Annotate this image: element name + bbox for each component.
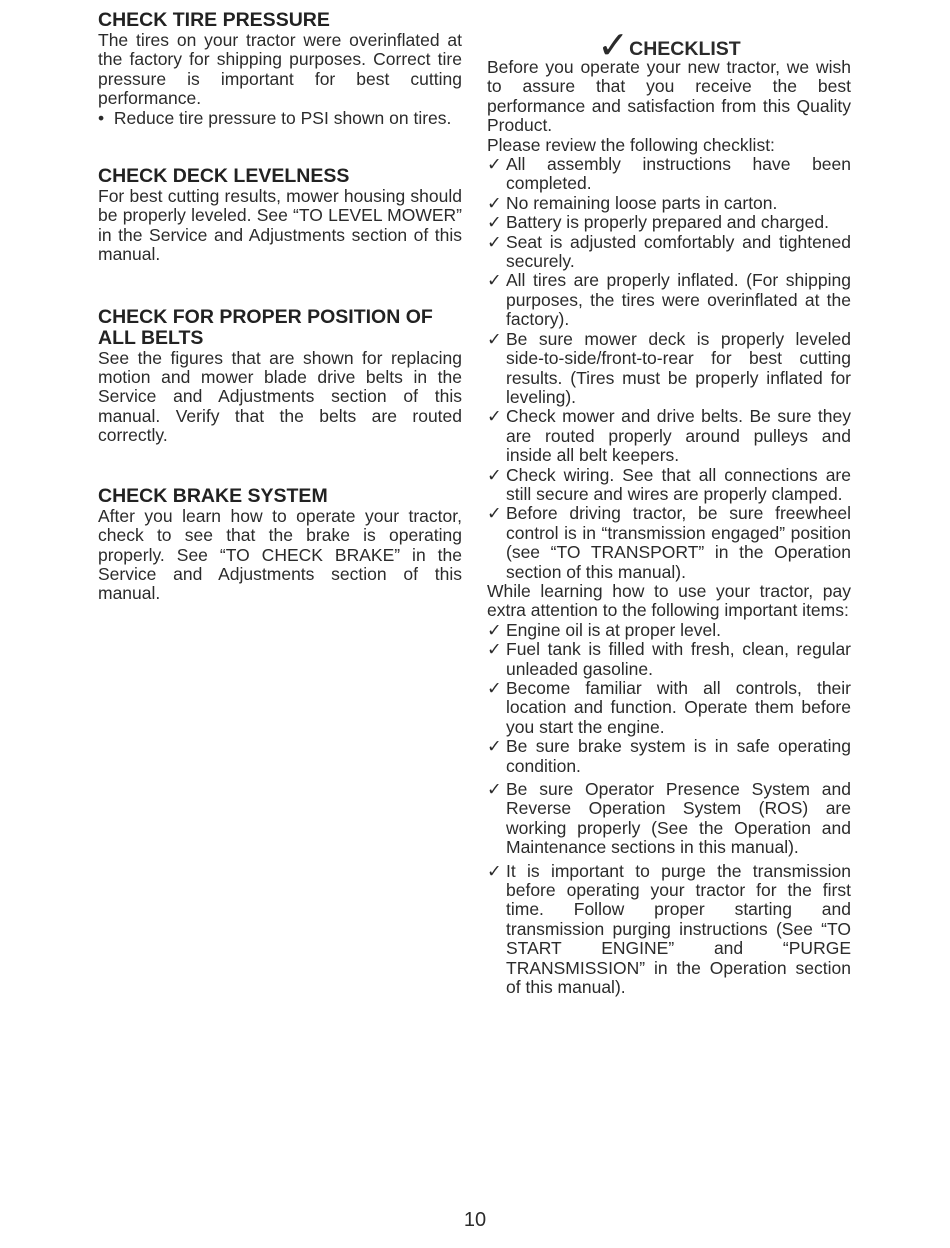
checklist-item — [487, 330, 851, 408]
checklist-item — [487, 640, 851, 679]
page-number: 10 — [463, 1209, 487, 1231]
checklist-review: Please review the following checklist: — [487, 134, 775, 155]
checklist-item — [487, 155, 851, 194]
checklist-item — [487, 194, 851, 213]
checklist-item — [487, 213, 851, 232]
checkmark-icon: ✓ — [597, 25, 630, 67]
checkmark-icon: ✓ — [487, 231, 502, 252]
checkmark-icon: ✓ — [487, 192, 502, 213]
checklist-item-text: All tires are properly inflated. (For shipping purposes, the tires were overinflated at the factory). — [506, 270, 851, 330]
checklist-item — [487, 233, 851, 272]
checkmark-icon: ✓ — [487, 860, 502, 881]
checklist-item — [487, 862, 851, 998]
checkmark-icon: ✓ — [487, 464, 502, 485]
checklist-item-text: All assembly instructions have been completed. — [506, 154, 851, 194]
checkmark-icon: ✓ — [487, 503, 502, 524]
checklist-item — [487, 679, 851, 737]
checklist-item — [487, 504, 851, 582]
checklist-title: CHECKLIST — [629, 38, 741, 60]
checklist-intro: Before you operate your new tractor, we wish to assure that you receive the best performance and satisfaction from this Quality Product. — [487, 57, 851, 136]
checklist-item-text: Be sure brake system is in safe operating condition. — [506, 736, 851, 776]
checklist-items-2 — [487, 621, 851, 998]
bullet-mark: • — [98, 107, 105, 128]
checkmark-icon: ✓ — [487, 678, 502, 698]
checklist-item-text: Be sure Operator Presence System and Reverse Operation System (ROS) are working properly (See the Operation and Maintenance sections in this manual). — [506, 779, 851, 858]
checklist-item-text: It is important to purge the transmission before operating your tractor for the first time. Follow proper starting and transmission purging instructions (See “TO START ENGINE” and “PURGE TRANSMISSION” in the Operation section of this manual). — [506, 860, 851, 998]
section-brake-system — [98, 486, 462, 604]
checklist-items — [487, 155, 851, 582]
checkmark-icon: ✓ — [487, 212, 502, 233]
checklist-item-text: No remaining loose parts in carton. — [506, 192, 778, 213]
section-heading: CHECK BRAKE SYSTEM — [98, 484, 328, 507]
section-tire-pressure — [98, 10, 462, 128]
checklist-item — [487, 466, 851, 505]
checklist-item — [487, 780, 851, 858]
checklist-item-text: Be sure mower deck is properly leveled side-to-side/front-to-rear for best cutting results. (Tires must be properly inflated for leveling). — [506, 328, 851, 407]
checklist-item-text: Engine oil is at proper level. — [506, 619, 721, 640]
checkmark-icon: ✓ — [487, 779, 502, 800]
checklist-item-text: Check mower and drive belts. Be sure they are routed properly around pulleys and inside all belt keepers. — [506, 406, 851, 466]
bullet-text: Reduce tire pressure to PSI shown on tires. — [113, 107, 452, 128]
checklist-item-text: Fuel tank is filled with fresh, clean, regular unleaded gasoline. — [506, 639, 851, 679]
section-heading: CHECK FOR PROPER POSITION OF ALL BELTS — [98, 305, 433, 349]
checklist-item-text: Battery is properly prepared and charged. — [506, 212, 829, 233]
checklist-item — [487, 407, 851, 465]
section-body: After you learn how to operate your tractor, check to see that the brake is operating properly. See “TO CHECK BRAKE” in the Service and Adjustments section of this manual. — [98, 505, 462, 604]
while-learning-text: While learning how to use your tractor, pay extra attention to the following important items: — [487, 580, 851, 621]
section-body: See the figures that are shown for replacing motion and mower blade drive belts in the Service and Adjustments section of this manual. Verify that the belts are routed correctly. — [98, 347, 462, 446]
checklist-item — [487, 737, 851, 776]
checkmark-icon: ✓ — [487, 736, 502, 757]
section-heading: CHECK TIRE PRESSURE — [98, 9, 330, 31]
checkmark-icon: ✓ — [487, 406, 502, 427]
checkmark-icon: ✓ — [487, 154, 502, 175]
section-body: For best cutting results, mower housing should be properly leveled. See “TO LEVEL MOWER” in the Service and Adjustments section of this manual. — [98, 186, 462, 265]
checklist-item — [487, 271, 851, 329]
checklist-item-text: Seat is adjusted comfortably and tightened securely. — [506, 231, 851, 272]
checklist-header — [487, 25, 851, 67]
left-column — [98, 10, 462, 642]
checklist-item-text: Check wiring. See that all connections are still secure and wires are properly clamped. — [506, 464, 851, 504]
checklist-item-text: Become familiar with all controls, their location and function. Operate them before you start the engine. — [506, 678, 851, 737]
checklist-item-text: Before driving tractor, be sure freewheel control is in “transmission engaged” position (see “TO TRANSPORT” in the Operation section of this manual). — [506, 503, 851, 582]
section-body: The tires on your tractor were overinflated at the factory for shipping purposes. Correct tire pressure is important for best cutting performance. — [98, 30, 462, 109]
checkmark-icon: ✓ — [487, 328, 502, 349]
checkmark-icon: ✓ — [487, 270, 502, 291]
section-heading: CHECK DECK LEVELNESS — [98, 165, 350, 188]
checkmark-icon: ✓ — [487, 639, 502, 660]
bullet-item — [98, 109, 462, 128]
checkmark-icon: ✓ — [487, 619, 502, 640]
right-column — [487, 10, 851, 998]
section-deck-levelness — [98, 166, 462, 265]
checklist-item — [487, 621, 851, 640]
section-belts — [98, 307, 462, 446]
